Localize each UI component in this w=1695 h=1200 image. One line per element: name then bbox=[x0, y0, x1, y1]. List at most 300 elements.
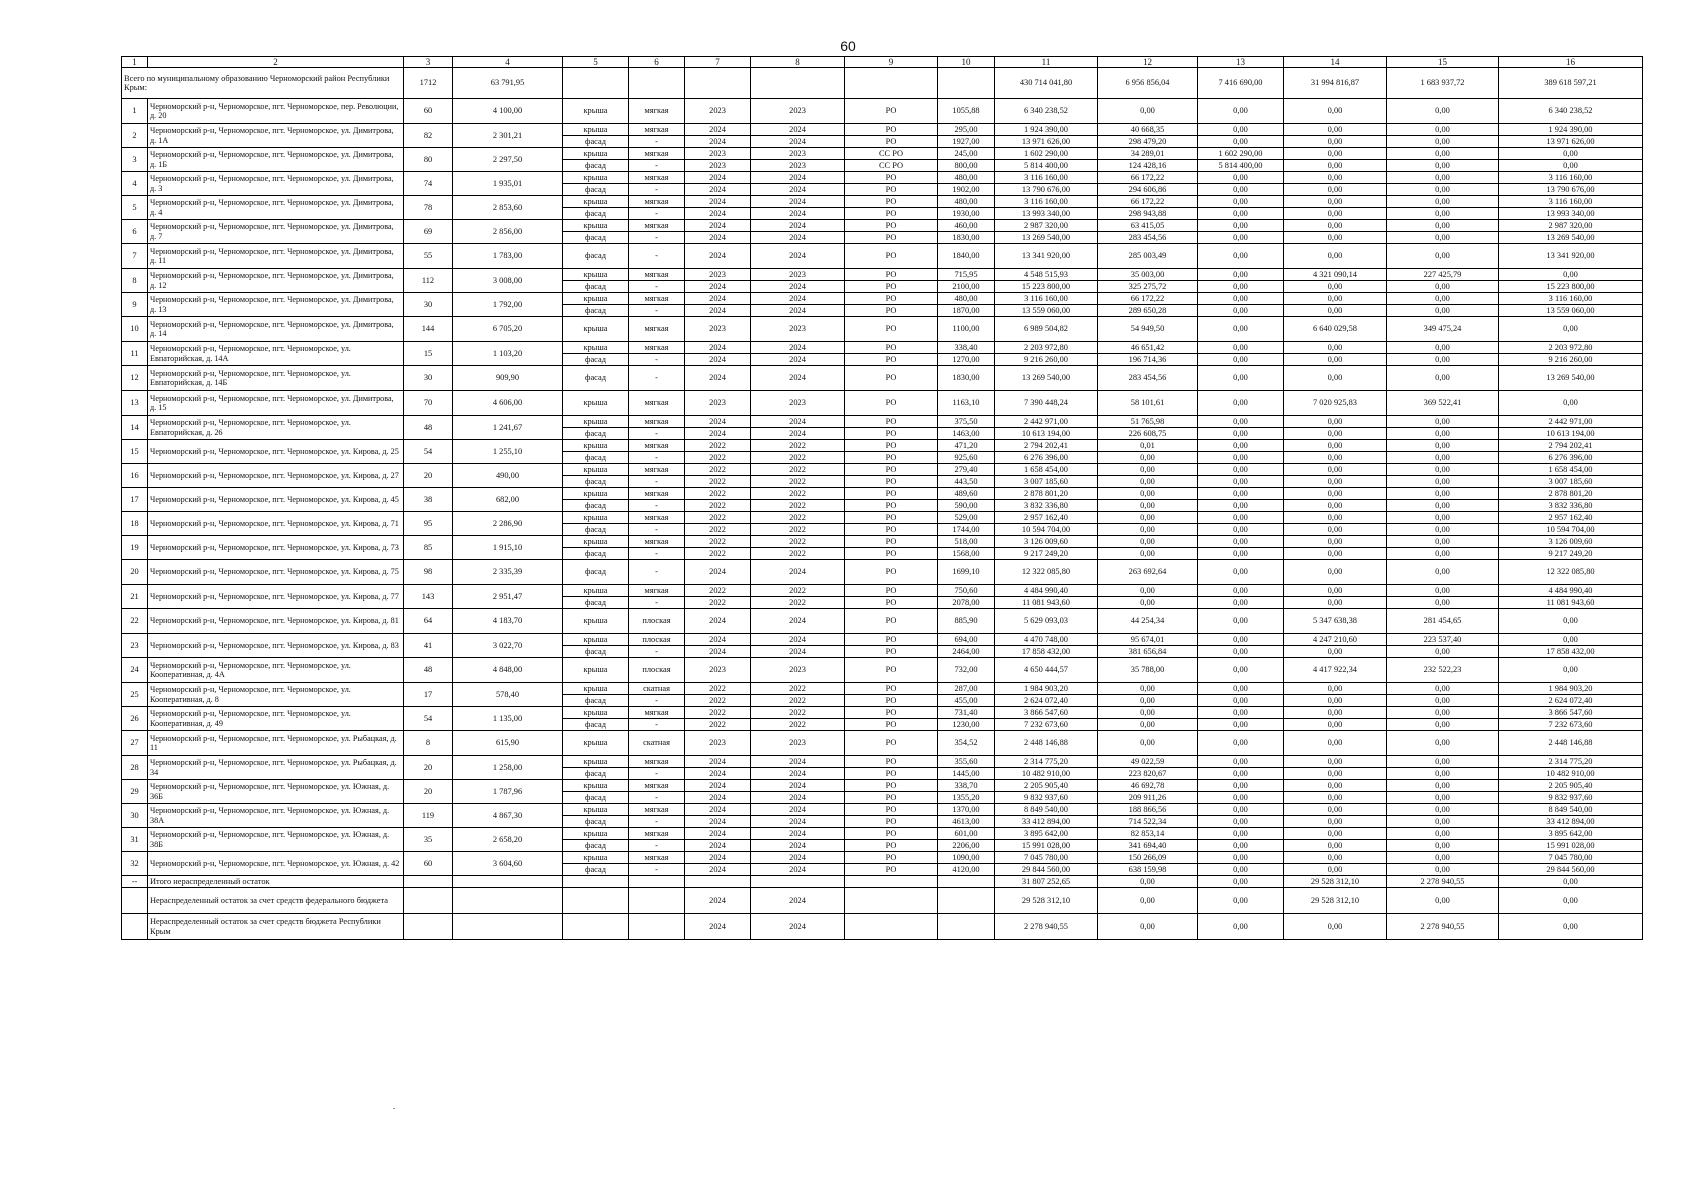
cell-c14: 0,00 bbox=[1284, 683, 1387, 695]
cell-c9: РО bbox=[845, 305, 938, 317]
cell-c10: 480,00 bbox=[938, 196, 995, 208]
object-address: Черноморский р-н, Черноморское, пгт. Черноморское, ул. Кооперативная, д. 49 bbox=[148, 707, 404, 731]
building-area: 2 658,20 bbox=[453, 828, 563, 852]
cell-c15: 0,00 bbox=[1387, 281, 1499, 293]
cell-c10: 1744,00 bbox=[938, 524, 995, 536]
cell-c15: 369 522,41 bbox=[1387, 391, 1499, 416]
building-area: 2 335,39 bbox=[453, 560, 563, 585]
cell-c14: 0,00 bbox=[1284, 244, 1387, 269]
cell-c14: 0,00 bbox=[1284, 524, 1387, 536]
cell-c13: 0,00 bbox=[1198, 548, 1284, 560]
total-c12: 6 956 856,04 bbox=[1098, 68, 1198, 99]
cell-c14: 0,00 bbox=[1284, 366, 1387, 391]
residents-count: 60 bbox=[404, 99, 453, 124]
cell-c5: фасад bbox=[563, 500, 629, 512]
row-number: 29 bbox=[122, 780, 148, 804]
crimea-remainder-label: Нераспределенный остаток за счет средств бюджета Республики Крым bbox=[148, 914, 404, 940]
cell-c7: 2024 bbox=[685, 184, 751, 196]
cell-c6: мягкая bbox=[629, 488, 685, 500]
building-area: 1 935,01 bbox=[453, 172, 563, 196]
cell-c15: 0,00 bbox=[1387, 148, 1499, 160]
row-number: 18 bbox=[122, 512, 148, 536]
column-number: 16 bbox=[1499, 57, 1643, 68]
row-number: 31 bbox=[122, 828, 148, 852]
cell-c12: 51 765,98 bbox=[1098, 416, 1198, 428]
row-number: 27 bbox=[122, 731, 148, 756]
cell-c8: 2024 bbox=[751, 124, 845, 136]
cell-c13: 0,00 bbox=[1198, 428, 1284, 440]
cell-c10: 2206,00 bbox=[938, 840, 995, 852]
cell-c5: фасад bbox=[563, 366, 629, 391]
cell-c7: 2024 bbox=[685, 756, 751, 768]
cell-c14: 0,00 bbox=[1284, 756, 1387, 768]
unallocated-c15: 2 278 940,55 bbox=[1387, 876, 1499, 888]
cell-c13: 0,00 bbox=[1198, 658, 1284, 683]
row-number: 7 bbox=[122, 244, 148, 269]
cell-c6: мягкая bbox=[629, 464, 685, 476]
total-c13: 7 416 690,00 bbox=[1198, 68, 1284, 99]
cell-c8: 2022 bbox=[751, 585, 845, 597]
cell-c6: мягкая bbox=[629, 707, 685, 719]
building-area: 3 604,60 bbox=[453, 852, 563, 876]
cell-c13: 0,00 bbox=[1198, 852, 1284, 864]
cell-c8: 2023 bbox=[751, 391, 845, 416]
cell-c6: - bbox=[629, 244, 685, 269]
cell-c16: 13 790 676,00 bbox=[1499, 184, 1643, 196]
column-number: 7 bbox=[685, 57, 751, 68]
cell-c13: 0,00 bbox=[1198, 695, 1284, 707]
cell-c16: 10 482 910,00 bbox=[1499, 768, 1643, 780]
residents-count: 38 bbox=[404, 488, 453, 512]
cell-c7: 2023 bbox=[685, 148, 751, 160]
table-row bbox=[122, 99, 1643, 124]
cell-c16: 4 484 990,40 bbox=[1499, 585, 1643, 597]
federal-remainder-c13: 0,00 bbox=[1198, 888, 1284, 914]
cell-c9: СС РО bbox=[845, 148, 938, 160]
building-area: 490,00 bbox=[453, 464, 563, 488]
cell-c12: 0,00 bbox=[1098, 585, 1198, 597]
cell-c11: 2 314 775,20 bbox=[995, 756, 1098, 768]
cell-c8: 2024 bbox=[751, 354, 845, 366]
residents-count: 20 bbox=[404, 756, 453, 780]
object-address: Черноморский р-н, Черноморское, пгт. Черноморское, ул. Димитрова, д. 14 bbox=[148, 317, 404, 342]
cell-c12: 0,00 bbox=[1098, 512, 1198, 524]
crimea-remainder-c16: 0,00 bbox=[1499, 914, 1643, 940]
row-number: 14 bbox=[122, 416, 148, 440]
building-area: 3 022,70 bbox=[453, 634, 563, 658]
cell-c15: 0,00 bbox=[1387, 852, 1499, 864]
federal-remainder-c16: 0,00 bbox=[1499, 888, 1643, 914]
row-number: 11 bbox=[122, 342, 148, 366]
cell-c5: фасад bbox=[563, 524, 629, 536]
residents-count: 30 bbox=[404, 293, 453, 317]
cell-c9: РО bbox=[845, 731, 938, 756]
cell-c15: 0,00 bbox=[1387, 99, 1499, 124]
cell-c16: 0,00 bbox=[1499, 160, 1643, 172]
cell-c15: 0,00 bbox=[1387, 305, 1499, 317]
cell-c14: 0,00 bbox=[1284, 416, 1387, 428]
cell-c12: 341 694,40 bbox=[1098, 840, 1198, 852]
cell-c15: 227 425,79 bbox=[1387, 269, 1499, 281]
cell-c9: РО bbox=[845, 208, 938, 220]
cell-c8: 2024 bbox=[751, 136, 845, 148]
cell-c12: 223 820,67 bbox=[1098, 768, 1198, 780]
cell-c6: мягкая bbox=[629, 416, 685, 428]
cell-c5: фасад bbox=[563, 548, 629, 560]
cell-c10: 2078,00 bbox=[938, 597, 995, 609]
cell-c7: 2022 bbox=[685, 683, 751, 695]
cell-c12: 638 159,98 bbox=[1098, 864, 1198, 876]
cell-c15: 0,00 bbox=[1387, 731, 1499, 756]
cell-c14: 0,00 bbox=[1284, 172, 1387, 184]
cell-c14: 0,00 bbox=[1284, 148, 1387, 160]
total-c14: 31 994 816,87 bbox=[1284, 68, 1387, 99]
building-area: 2 951,47 bbox=[453, 585, 563, 609]
cell-c5: крыша bbox=[563, 488, 629, 500]
cell-c13: 0,00 bbox=[1198, 99, 1284, 124]
cell-c11: 13 269 540,00 bbox=[995, 366, 1098, 391]
cell-c8: 2022 bbox=[751, 488, 845, 500]
cell-c8: 2024 bbox=[751, 416, 845, 428]
cell-c9: РО bbox=[845, 184, 938, 196]
table-row bbox=[122, 293, 1643, 305]
residents-count: 55 bbox=[404, 244, 453, 269]
cell-c16: 2 878 801,20 bbox=[1499, 488, 1643, 500]
cell-c11: 4 650 444,57 bbox=[995, 658, 1098, 683]
cell-c14: 0,00 bbox=[1284, 548, 1387, 560]
cell-c5: крыша bbox=[563, 440, 629, 452]
cell-c12: 283 454,56 bbox=[1098, 366, 1198, 391]
cell-c15: 0,00 bbox=[1387, 136, 1499, 148]
table-row bbox=[122, 756, 1643, 768]
cell-c12: 298 479,20 bbox=[1098, 136, 1198, 148]
row-number: 9 bbox=[122, 293, 148, 317]
cell-c6: плоская bbox=[629, 658, 685, 683]
cell-c12: 46 651,42 bbox=[1098, 342, 1198, 354]
table-row bbox=[122, 658, 1643, 683]
cell-c6: плоская bbox=[629, 609, 685, 634]
cell-c8: 2023 bbox=[751, 160, 845, 172]
building-area: 3 008,00 bbox=[453, 269, 563, 293]
cell-c11: 2 203 972,80 bbox=[995, 342, 1098, 354]
cell-c14: 0,00 bbox=[1284, 293, 1387, 305]
cell-c9: РО bbox=[845, 792, 938, 804]
cell-c15: 0,00 bbox=[1387, 707, 1499, 719]
cell-c7: 2022 bbox=[685, 695, 751, 707]
row-number: 20 bbox=[122, 560, 148, 585]
cell-c12: 0,00 bbox=[1098, 99, 1198, 124]
cell-c5: крыша bbox=[563, 512, 629, 524]
cell-c5: фасад bbox=[563, 597, 629, 609]
cell-c10: 732,00 bbox=[938, 658, 995, 683]
cell-c11: 1 658 454,00 bbox=[995, 464, 1098, 476]
cell-c6: мягкая bbox=[629, 196, 685, 208]
cell-c6: скатная bbox=[629, 683, 685, 695]
unallocated-c16: 0,00 bbox=[1499, 876, 1643, 888]
cell-c5: крыша bbox=[563, 609, 629, 634]
cell-c13: 0,00 bbox=[1198, 366, 1284, 391]
object-address: Черноморский р-н, Черноморское, пгт. Черноморское, ул. Кирова, д. 81 bbox=[148, 609, 404, 634]
row-number: 17 bbox=[122, 488, 148, 512]
object-address: Черноморский р-н, Черноморское, пгт. Черноморское, ул. Рыбацкая, д. 11 bbox=[148, 731, 404, 756]
cell-c8: 2024 bbox=[751, 816, 845, 828]
cell-c9: РО bbox=[845, 852, 938, 864]
cell-c11: 17 858 432,00 bbox=[995, 646, 1098, 658]
cell-c9: РО bbox=[845, 597, 938, 609]
cell-c6: - bbox=[629, 305, 685, 317]
cell-c10: 750,60 bbox=[938, 585, 995, 597]
crimea-remainder-c8: 2024 bbox=[751, 914, 845, 940]
building-area: 1 103,20 bbox=[453, 342, 563, 366]
table-footer bbox=[122, 876, 1643, 940]
cell-c11: 13 971 626,00 bbox=[995, 136, 1098, 148]
cell-c9: РО bbox=[845, 658, 938, 683]
cell-c14: 5 347 638,38 bbox=[1284, 609, 1387, 634]
cell-c14: 0,00 bbox=[1284, 428, 1387, 440]
cell-c14: 0,00 bbox=[1284, 780, 1387, 792]
crimea-remainder-c13: 0,00 bbox=[1198, 914, 1284, 940]
cell-c13: 0,00 bbox=[1198, 488, 1284, 500]
cell-c5: фасад bbox=[563, 244, 629, 269]
cell-c7: 2024 bbox=[685, 354, 751, 366]
cell-c14: 0,00 bbox=[1284, 731, 1387, 756]
residents-count: 70 bbox=[404, 391, 453, 416]
cell-c15: 0,00 bbox=[1387, 780, 1499, 792]
cell-c11: 1 602 290,00 bbox=[995, 148, 1098, 160]
column-number: 13 bbox=[1198, 57, 1284, 68]
cell-c11: 29 844 560,00 bbox=[995, 864, 1098, 876]
cell-c10: 1370,00 bbox=[938, 804, 995, 816]
cell-c6: - bbox=[629, 354, 685, 366]
cell-c12: 0,00 bbox=[1098, 476, 1198, 488]
cell-c5: фасад bbox=[563, 208, 629, 220]
cell-c5: крыша bbox=[563, 317, 629, 342]
object-address: Черноморский р-н, Черноморское, пгт. Черноморское, ул. Кооперативная, д. 8 bbox=[148, 683, 404, 707]
cell-c8: 2024 bbox=[751, 756, 845, 768]
crimea-remainder-c7: 2024 bbox=[685, 914, 751, 940]
object-address: Черноморский р-н, Черноморское, пгт. Черноморское, ул. Кирова, д. 73 bbox=[148, 536, 404, 560]
cell-c14: 0,00 bbox=[1284, 500, 1387, 512]
federal-remainder-c12: 0,00 bbox=[1098, 888, 1198, 914]
table-row bbox=[122, 148, 1643, 160]
cell-c11: 15 223 800,00 bbox=[995, 281, 1098, 293]
cell-c6: - bbox=[629, 281, 685, 293]
cell-c5: фасад bbox=[563, 354, 629, 366]
cell-c9: РО bbox=[845, 634, 938, 646]
cell-c5: фасад bbox=[563, 840, 629, 852]
cell-c13: 0,00 bbox=[1198, 560, 1284, 585]
cell-c7: 2024 bbox=[685, 768, 751, 780]
cell-c11: 6 340 238,52 bbox=[995, 99, 1098, 124]
cell-c7: 2024 bbox=[685, 124, 751, 136]
cell-c12: 285 003,49 bbox=[1098, 244, 1198, 269]
cell-c6: мягкая bbox=[629, 172, 685, 184]
cell-c15: 0,00 bbox=[1387, 597, 1499, 609]
cell-c16: 3 007 185,60 bbox=[1499, 476, 1643, 488]
cell-c5: крыша bbox=[563, 731, 629, 756]
cell-c15: 0,00 bbox=[1387, 452, 1499, 464]
cell-c13: 5 814 400,00 bbox=[1198, 160, 1284, 172]
row-number: 3 bbox=[122, 148, 148, 172]
cell-c6: - bbox=[629, 476, 685, 488]
residents-count: 74 bbox=[404, 172, 453, 196]
cell-c6: мягкая bbox=[629, 804, 685, 816]
cell-c9: РО bbox=[845, 548, 938, 560]
cell-c7: 2024 bbox=[685, 342, 751, 354]
cell-c6: - bbox=[629, 768, 685, 780]
cell-c12: 0,00 bbox=[1098, 707, 1198, 719]
cell-c15: 0,00 bbox=[1387, 500, 1499, 512]
residents-count: 20 bbox=[404, 464, 453, 488]
cell-c10: 4613,00 bbox=[938, 816, 995, 828]
cell-c7: 2024 bbox=[685, 244, 751, 269]
cell-c6: мягкая bbox=[629, 536, 685, 548]
cell-c6: мягкая bbox=[629, 269, 685, 281]
column-number: 5 bbox=[563, 57, 629, 68]
cell-c15: 0,00 bbox=[1387, 488, 1499, 500]
cell-c11: 8 849 540,00 bbox=[995, 804, 1098, 816]
object-address: Черноморский р-н, Черноморское, пгт. Черноморское, ул. Кирова, д. 27 bbox=[148, 464, 404, 488]
cell-c6: мягкая bbox=[629, 391, 685, 416]
cell-c15: 0,00 bbox=[1387, 184, 1499, 196]
cell-c11: 7 232 673,60 bbox=[995, 719, 1098, 731]
cell-c7: 2023 bbox=[685, 391, 751, 416]
cell-c7: 2024 bbox=[685, 172, 751, 184]
table-row bbox=[122, 488, 1643, 500]
cell-c12: 0,00 bbox=[1098, 524, 1198, 536]
residents-count: 48 bbox=[404, 658, 453, 683]
cell-c16: 2 624 072,40 bbox=[1499, 695, 1643, 707]
cell-c7: 2023 bbox=[685, 160, 751, 172]
cell-c15: 0,00 bbox=[1387, 864, 1499, 876]
cell-c11: 9 217 249,20 bbox=[995, 548, 1098, 560]
building-area: 6 705,20 bbox=[453, 317, 563, 342]
crimea-remainder-row bbox=[122, 914, 1643, 940]
cell-c7: 2022 bbox=[685, 500, 751, 512]
cell-c12: 325 275,72 bbox=[1098, 281, 1198, 293]
scan-speck bbox=[393, 1108, 395, 1109]
cell-c12: 66 172,22 bbox=[1098, 172, 1198, 184]
cell-c5: фасад bbox=[563, 768, 629, 780]
cell-c9: РО bbox=[845, 560, 938, 585]
object-address: Черноморский р-н, Черноморское, пгт. Черноморское, ул. Кирова, д. 83 bbox=[148, 634, 404, 658]
cell-c10: 1270,00 bbox=[938, 354, 995, 366]
cell-c7: 2023 bbox=[685, 731, 751, 756]
cell-c15: 0,00 bbox=[1387, 342, 1499, 354]
residents-count: 69 bbox=[404, 220, 453, 244]
cell-c12: 44 254,34 bbox=[1098, 609, 1198, 634]
cell-c14: 0,00 bbox=[1284, 124, 1387, 136]
federal-remainder-c7: 2024 bbox=[685, 888, 751, 914]
cell-c11: 13 269 540,00 bbox=[995, 232, 1098, 244]
cell-c15: 0,00 bbox=[1387, 208, 1499, 220]
cell-c11: 6 989 504,82 bbox=[995, 317, 1098, 342]
cell-c6: - bbox=[629, 452, 685, 464]
cell-c15: 0,00 bbox=[1387, 828, 1499, 840]
table-row bbox=[122, 852, 1643, 864]
cell-c6: - bbox=[629, 232, 685, 244]
column-number-row bbox=[122, 57, 1643, 68]
column-number: 10 bbox=[938, 57, 995, 68]
cell-c14: 0,00 bbox=[1284, 719, 1387, 731]
cell-c5: фасад bbox=[563, 792, 629, 804]
cell-c12: 0,00 bbox=[1098, 719, 1198, 731]
cell-c12: 0,00 bbox=[1098, 695, 1198, 707]
cell-c14: 0,00 bbox=[1284, 99, 1387, 124]
cell-c5: крыша bbox=[563, 683, 629, 695]
cell-c8: 2024 bbox=[751, 560, 845, 585]
cell-c16: 9 832 937,60 bbox=[1499, 792, 1643, 804]
cell-c7: 2024 bbox=[685, 208, 751, 220]
building-area: 615,90 bbox=[453, 731, 563, 756]
cell-c11: 7 390 448,24 bbox=[995, 391, 1098, 416]
cell-c5: крыша bbox=[563, 196, 629, 208]
cell-c11: 2 957 162,40 bbox=[995, 512, 1098, 524]
building-area: 909,90 bbox=[453, 366, 563, 391]
cell-c5: крыша bbox=[563, 172, 629, 184]
cell-c13: 0,00 bbox=[1198, 816, 1284, 828]
cell-c11: 10 613 194,00 bbox=[995, 428, 1098, 440]
row-number: 4 bbox=[122, 172, 148, 196]
cell-c15: 0,00 bbox=[1387, 512, 1499, 524]
cell-c11: 9 832 937,60 bbox=[995, 792, 1098, 804]
cell-c11: 5 629 093,03 bbox=[995, 609, 1098, 634]
cell-c10: 279,40 bbox=[938, 464, 995, 476]
crimea-remainder-c12: 0,00 bbox=[1098, 914, 1198, 940]
cell-c9: РО bbox=[845, 828, 938, 840]
table-row bbox=[122, 585, 1643, 597]
column-number: 6 bbox=[629, 57, 685, 68]
cell-c8: 2023 bbox=[751, 269, 845, 281]
cell-c6: - bbox=[629, 719, 685, 731]
cell-c8: 2024 bbox=[751, 281, 845, 293]
cell-c11: 3 116 160,00 bbox=[995, 293, 1098, 305]
cell-c14: 0,00 bbox=[1284, 840, 1387, 852]
cell-c6: мягкая bbox=[629, 124, 685, 136]
cell-c13: 0,00 bbox=[1198, 524, 1284, 536]
building-area: 2 856,00 bbox=[453, 220, 563, 244]
cell-c15: 0,00 bbox=[1387, 220, 1499, 232]
cell-c14: 0,00 bbox=[1284, 305, 1387, 317]
row-number: 25 bbox=[122, 683, 148, 707]
cell-c10: 529,00 bbox=[938, 512, 995, 524]
cell-c10: 1445,00 bbox=[938, 768, 995, 780]
cell-c16: 1 924 390,00 bbox=[1499, 124, 1643, 136]
cell-c9: РО bbox=[845, 536, 938, 548]
building-area: 1 787,96 bbox=[453, 780, 563, 804]
cell-c14: 7 020 925,83 bbox=[1284, 391, 1387, 416]
cell-c13: 0,00 bbox=[1198, 792, 1284, 804]
cell-c13: 0,00 bbox=[1198, 136, 1284, 148]
cell-c15: 223 537,40 bbox=[1387, 634, 1499, 646]
cell-c12: 0,00 bbox=[1098, 683, 1198, 695]
cell-c16: 0,00 bbox=[1499, 658, 1643, 683]
cell-c8: 2024 bbox=[751, 305, 845, 317]
cell-c11: 2 205 905,40 bbox=[995, 780, 1098, 792]
page-number: 60 bbox=[840, 38, 856, 54]
cell-c14: 0,00 bbox=[1284, 804, 1387, 816]
cell-c16: 8 849 540,00 bbox=[1499, 804, 1643, 816]
cell-c5: фасад bbox=[563, 695, 629, 707]
cell-c14: 4 247 210,60 bbox=[1284, 634, 1387, 646]
cell-c7: 2022 bbox=[685, 536, 751, 548]
cell-c7: 2022 bbox=[685, 548, 751, 560]
cell-c6: - bbox=[629, 366, 685, 391]
cell-c13: 0,00 bbox=[1198, 597, 1284, 609]
cell-c15: 0,00 bbox=[1387, 548, 1499, 560]
cell-c5: крыша bbox=[563, 780, 629, 792]
cell-c14: 0,00 bbox=[1284, 560, 1387, 585]
